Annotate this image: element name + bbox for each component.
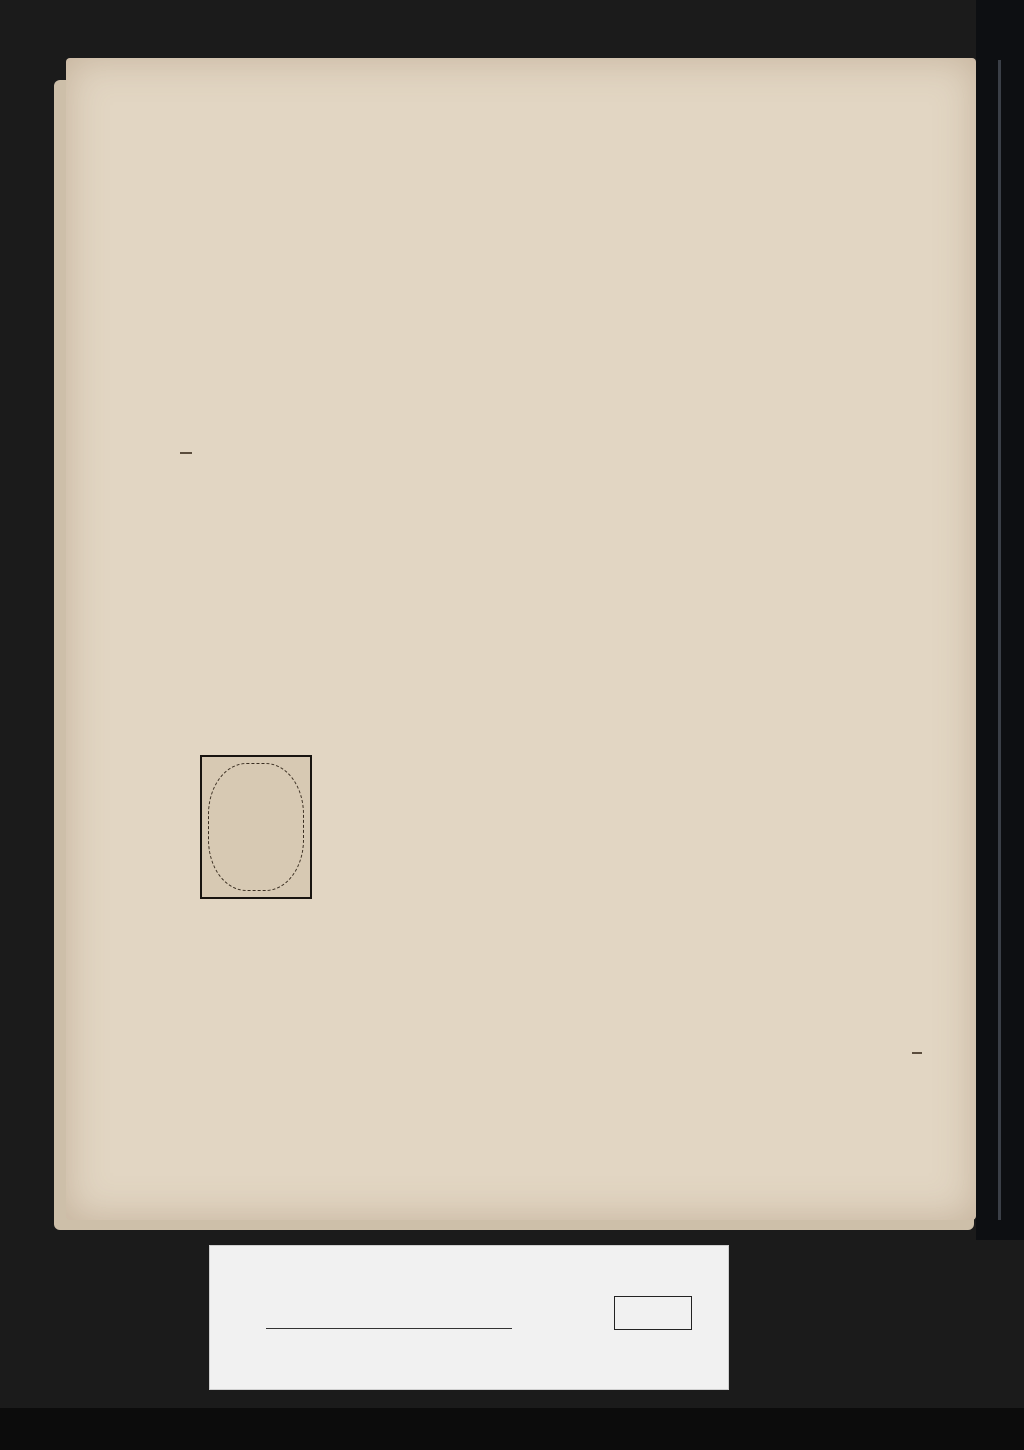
hab-logo-icon (6, 1414, 46, 1442)
book-page (66, 58, 976, 1220)
margin-mark (180, 452, 192, 454)
status-bar (0, 1408, 1024, 1450)
margin-mark (912, 1052, 922, 1054)
decorated-initial-letter (200, 755, 312, 899)
spine-edge (998, 60, 1001, 1220)
gray-scale-card (209, 1245, 729, 1390)
gray-scale-swatches (614, 1296, 692, 1330)
scale-ruler (266, 1298, 512, 1329)
